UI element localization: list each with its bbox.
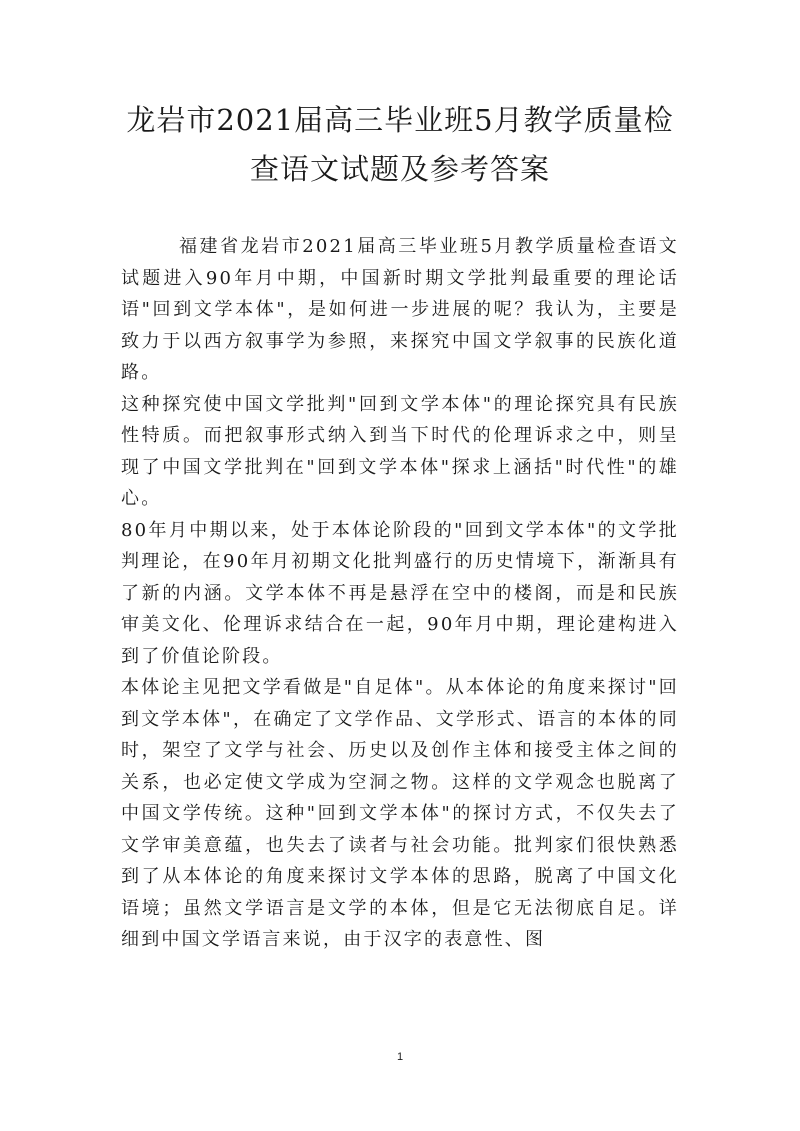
paragraph: 80年月中期以来，处于本体论阶段的"回到文学本体"的文学批判理论，在90年月初期文化批判盛行的历史情境下，渐渐具有了新的内涵。文学本体不再是悬浮在空中的楼阁，而是和民族审美文化、伦理诉求结合在一起，90年月中期，理论建构进入到了价值论阶段。	[121, 519, 679, 667]
paragraph: 本体论主见把文学看做是"自足体"。从本体论的角度来探讨"回到文学本体"，在确定了文学作品、文学形式、语言的本体的同时，架空了文学与社会、历史以及创作主体和接受主体之间的关系，也必定使文学成为空洞之物。这样的文学观念也脱离了中国文学传统。这种"回到文学本体"的探讨方式，不仅失去了文学审美意蕴，也失去了读者与社会功能。批判家们很快熟悉到了从本体论的角度来探讨文学本体的思路，脱离了中国文化语境；虽然文学语言是文学的本体，但是它无法彻底自足。详细到中国文学语言来说，由于汉字的表意性、图	[121, 677, 679, 950]
page-number: 1	[396, 1051, 404, 1063]
paragraph: 这种探究使中国文学批判"回到文学本体"的理论探究具有民族性特质。而把叙事形式纳入到当下时代的伦理诉求之中，则呈现了中国文学批判在"回到文学本体"探求上涵括"时代性"的雄心。	[121, 393, 679, 509]
document-body	[121, 231, 679, 956]
paragraph: 福建省龙岩市2021届高三毕业班5月教学质量检查语文试题进入90年月中期，中国新时期文学批判最重要的理论话语"回到文学本体"，是如何进一步进展的呢？我认为，主要是致力于以西方叙事学为参照，来探究中国文学叙事的民族化道路。	[121, 236, 679, 383]
document-title: 龙岩市2021届高三毕业班5月教学质量检查语文试题及参考答案	[126, 103, 674, 186]
